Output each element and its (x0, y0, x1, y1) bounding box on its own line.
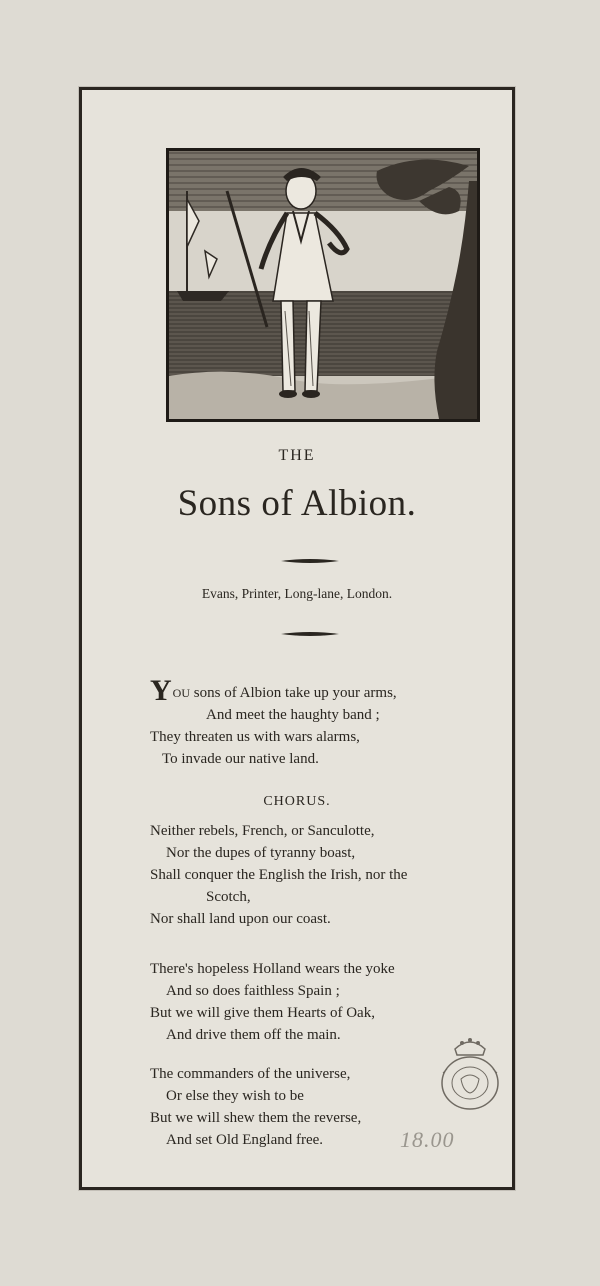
drop-cap: Y (150, 674, 172, 707)
woodcut-illustration (166, 148, 480, 422)
stanza-1-line-2: And meet the haughty band ; (206, 707, 380, 723)
ornamental-rule-top (281, 557, 339, 565)
stanza-2 (150, 820, 500, 930)
stanza-3-line-4: And drive them off the main. (166, 1027, 341, 1043)
stanza-4-line-1: The commanders of the universe, (150, 1066, 351, 1082)
stanza-4-line-3: But we will shew them the reverse, (150, 1110, 362, 1126)
pencil-shelfmark: 18.00 (400, 1127, 455, 1152)
chorus-heading: CHORUS. (263, 794, 331, 809)
stanza-3-line-2: And so does faithless Spain ; (166, 983, 340, 999)
broadside-sheet (79, 87, 515, 1190)
broadside-title: Sons of Albion. (177, 483, 417, 524)
sailor-woodcut-image (169, 151, 477, 419)
printer-imprint: Evans, Printer, Long-lane, London. (201, 586, 393, 601)
stanza-1-line-4: To invade our native land. (162, 751, 319, 767)
stanza-3 (150, 958, 500, 1046)
library-stamp-seal (437, 1035, 503, 1111)
stanza-4-line-2: Or else they wish to be (166, 1088, 304, 1104)
stanza-3-line-1: There's hopeless Holland wears the yoke (150, 961, 395, 977)
stanza-4-line-4: And set Old England free. (166, 1132, 324, 1148)
stanza-1-line-1-text: sons of Albion take up your arms, (190, 685, 397, 701)
stanza-2-line-2: Nor the dupes of tyranny boast, (166, 845, 356, 861)
stanza-1-line-3: They threaten us with wars alarms, (150, 729, 360, 745)
stanza-3-line-3: But we will give them Hearts of Oak, (150, 1005, 375, 1021)
stanza-2-line-5: Nor shall land upon our coast. (150, 911, 331, 927)
stanza-2-line-1: Neither rebels, French, or Sanculotte, (150, 823, 375, 839)
stanza-1 (150, 674, 500, 770)
ornamental-rule-bottom (281, 630, 339, 638)
title-prefix: THE (278, 447, 316, 464)
stanza-2-line-4: Scotch, (206, 889, 251, 905)
stanza-2-line-3: Shall conquer the English the Irish, nor the (150, 867, 408, 883)
stanza-1-line-1 (150, 674, 500, 707)
drop-cap-continuation: OU (172, 686, 191, 700)
